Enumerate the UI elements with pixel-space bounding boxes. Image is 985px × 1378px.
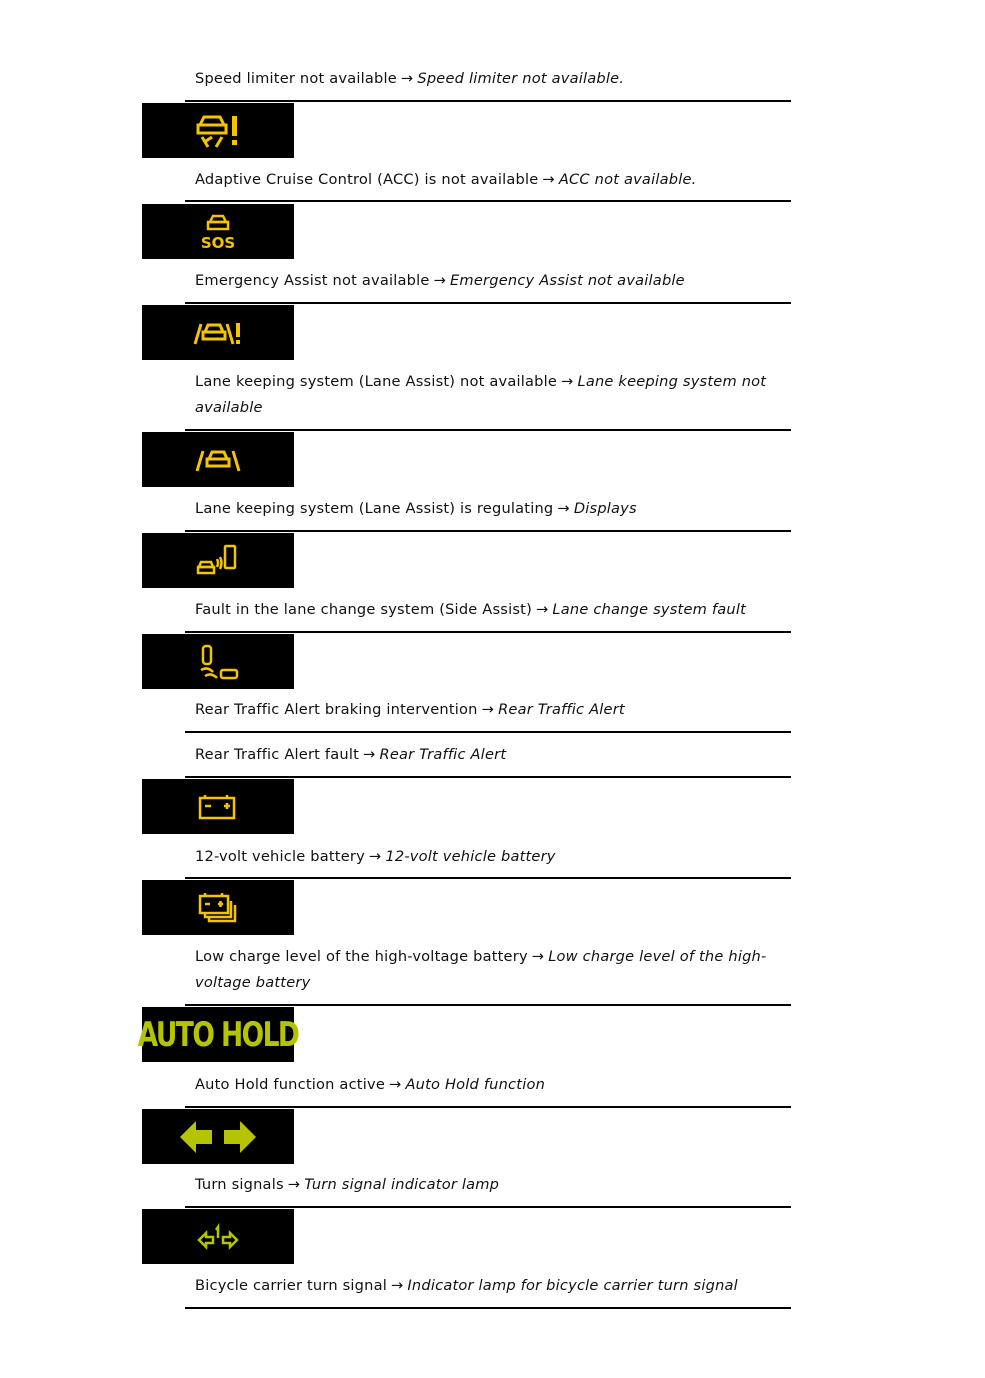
entry-link[interactable]: Turn signal indicator lamp [304,1176,500,1193]
entry-link[interactable]: Emergency Assist not available [450,272,685,289]
entry-text: Auto Hold function active [195,1076,385,1093]
arrow-icon: → [287,1176,301,1193]
rear-traffic-alert-icon [142,634,294,689]
arrow-icon: → [400,70,414,87]
entry-link[interactable]: ACC not available. [558,171,697,188]
auto-hold-icon [137,1007,299,1062]
entry-link[interactable]: Lane change system fault [552,601,746,618]
arrow-icon: → [390,1277,404,1294]
entry-link[interactable]: Speed limiter not available. [417,70,625,87]
entry-side-assist [195,597,785,623]
entry-link[interactable]: Rear Traffic Alert [498,701,625,718]
acc-warning-icon [142,103,294,158]
arrow-icon: → [368,848,382,865]
divider [185,100,791,102]
entry-battery-12v [195,844,785,870]
divider [185,1206,791,1208]
entry-text: Speed limiter not available [195,70,397,87]
divider [185,429,791,431]
entry-text: Lane keeping system (Lane Assist) is regulating [195,500,554,517]
entry-text: Lane keeping system (Lane Assist) not available [195,373,558,390]
lane-assist-icon [142,432,294,487]
entry-lane-assist-reg [195,496,785,522]
divider [185,877,791,879]
arrow-icon: → [363,746,376,763]
entry-text: 12-volt vehicle battery [195,848,365,865]
turn-signal-arrows-icon [142,1109,294,1164]
entry-rta-braking [195,697,785,723]
hv-battery-icon [142,880,294,935]
divider [185,731,791,733]
arrow-icon: → [481,701,495,718]
divider [185,776,791,778]
entry-link[interactable]: 12-volt vehicle battery [385,848,556,865]
entry-bike-carrier [195,1273,785,1299]
divider [185,1307,791,1309]
entry-text: Rear Traffic Alert braking intervention [195,701,478,718]
entry-link[interactable]: Indicator lamp for bicycle carrier turn signal [407,1277,738,1294]
entry-link[interactable]: Displays [573,500,637,517]
entry-text: Rear Traffic Alert fault [195,746,360,763]
entry-speed-limiter [195,66,785,92]
battery-icon [142,779,294,834]
arrow-icon: → [542,171,555,188]
entry-text: Bicycle carrier turn signal [195,1277,387,1294]
entry-text: Low charge level of the high-voltage battery [195,948,528,965]
divider [185,1106,791,1108]
entry-text: Turn signals [195,1176,284,1193]
arrow-icon: → [535,601,549,618]
entry-link[interactable]: Rear Traffic Alert [379,746,507,763]
entry-auto-hold [195,1072,785,1098]
entry-link[interactable]: Auto Hold function [405,1076,546,1093]
arrow-icon: → [531,948,545,965]
entry-text: Emergency Assist not available [195,272,430,289]
arrow-icon: → [561,373,574,390]
divider [185,631,791,633]
arrow-icon: → [557,500,570,517]
divider [185,530,791,532]
divider [185,302,791,304]
auto-hold-label: AUTO HOLD [137,1014,299,1055]
side-assist-icon [142,533,294,588]
bicycle-carrier-turn-icon [142,1209,294,1264]
entry-lane-assist-na [195,369,785,421]
lane-assist-warning-icon [142,305,294,360]
divider [185,1004,791,1006]
entry-turn-signals [195,1172,785,1198]
entry-rta-fault [195,742,785,768]
entry-link[interactable]: Low charge level of the high-voltage battery [195,948,767,991]
car-sos-icon [142,204,294,259]
entry-text: Fault in the lane change system (Side Assist) [195,601,532,618]
entry-emergency-assist [195,268,785,294]
entry-hv-battery [195,944,785,996]
arrow-icon: → [389,1076,402,1093]
divider [185,200,791,202]
entry-link[interactable]: Lane keeping system not available [195,373,767,416]
entry-acc [195,167,785,193]
entry-text: Adaptive Cruise Control (ACC) is not available [195,171,539,188]
svg-text:SOS: SOS [200,233,236,252]
arrow-icon: → [433,272,447,289]
